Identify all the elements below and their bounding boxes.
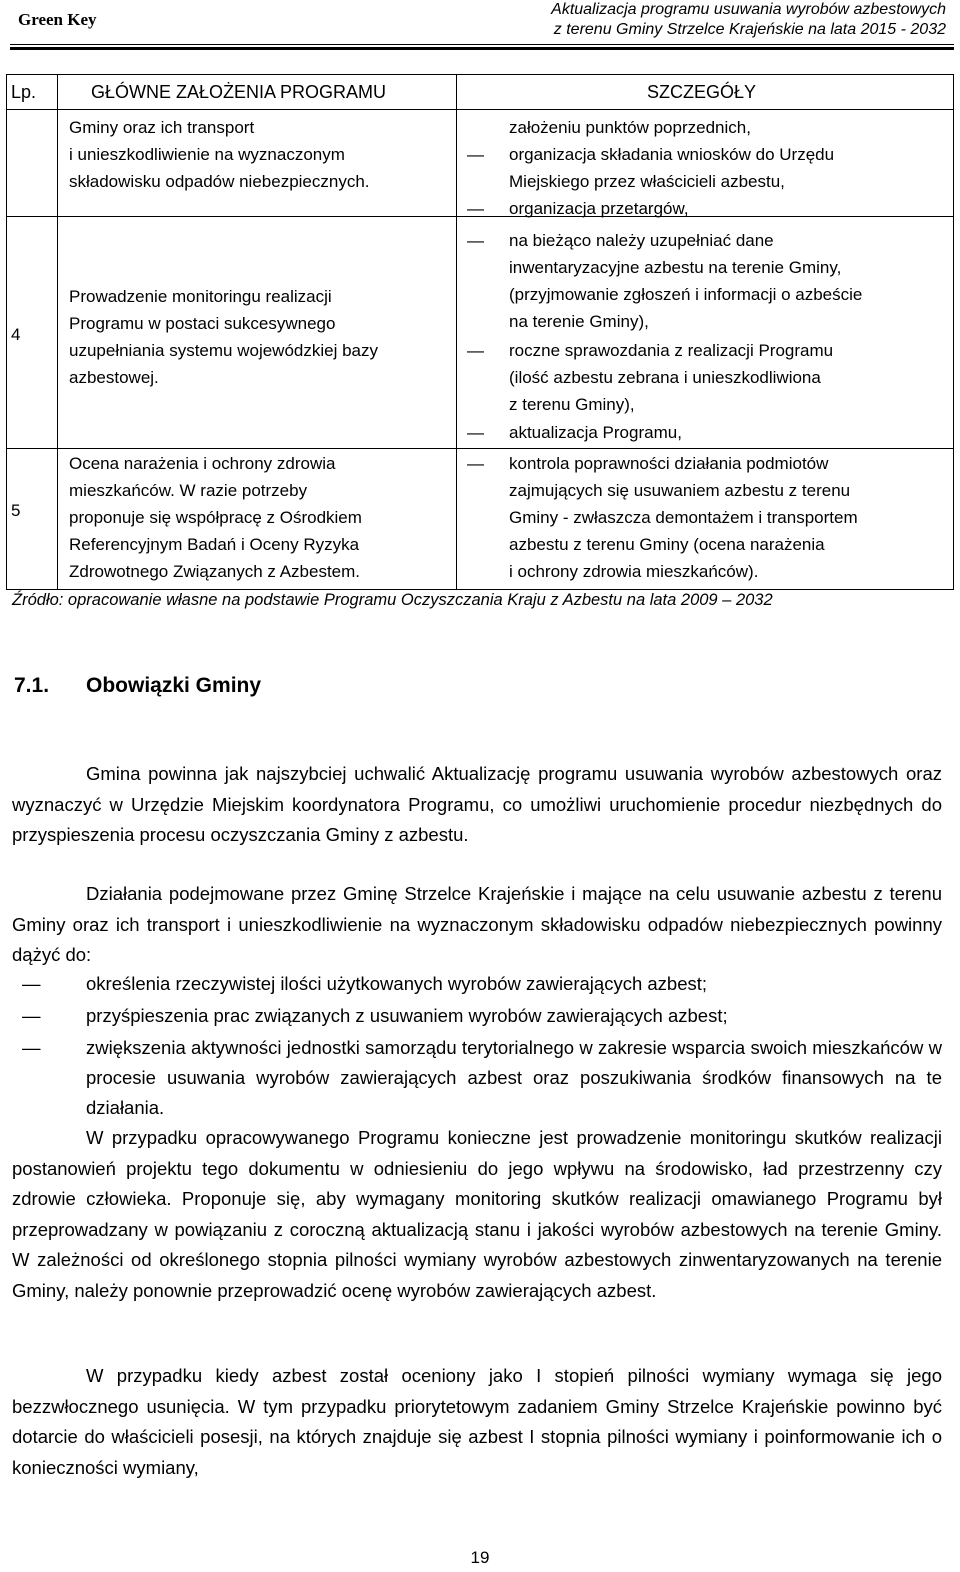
detail-bullet: — kontrola poprawności działania podmiotów zajmujących się usuwaniem azbestu z terenu Gminy - zwłaszcza demontażem i transportem azbestu z terenu Gminy (ocena narażenia i ochrony zdrowia mieszkańców). xyxy=(467,454,858,581)
table-source-note: Źródło: opracowanie własne na podstawie Programu Oczyszczania Kraju z Azbestu na lata 2009 – 2032 xyxy=(12,591,773,609)
section-number: 7.1. xyxy=(14,674,50,697)
table-header-divider xyxy=(7,109,953,110)
list-item: — przyśpieszenia prac związanych z usuwaniem wyrobów zawierających azbest; xyxy=(22,1005,728,1026)
document-title xyxy=(551,0,946,40)
table-row-divider xyxy=(7,448,953,449)
page-number: 19 xyxy=(470,1548,490,1567)
detail-bullet: — aktualizacja Programu, xyxy=(467,423,682,442)
detail-bullet: — na bieżąco należy uzupełniać dane inwentaryzacyjne azbestu na terenie Gminy, (przyjmowanie zgłoszeń i informacji o azbeście na terenie Gminy), xyxy=(467,231,863,331)
header-rule-thick xyxy=(10,47,954,50)
page-header xyxy=(0,0,960,50)
table-cell-detail-intro: założeniu punktów poprzednich, xyxy=(509,118,751,137)
body-paragraph: Działania podejmowane przez Gminę Strzelce Krajeńskie i mające na celu usuwanie azbestu z terenu Gminy oraz ich transport i unieszkodliwienie na wyznaczonym składowisku odpadów niebezpiecznych powinny dążyć do: xyxy=(12,883,942,965)
detail-bullet: — organizacja przetargów, xyxy=(467,199,689,218)
row-number: 4 xyxy=(11,325,21,344)
document-title-line1: Aktualizacja programu usuwania wyrobów azbestowych xyxy=(551,1,946,18)
table-column-divider xyxy=(456,75,457,589)
list-item: — określenia rzeczywistej ilości użytkowanych wyrobów zawierających azbest; xyxy=(22,973,708,994)
column-header-lp: Lp. xyxy=(11,82,37,102)
table-cell-main: Gminy oraz ich transport i unieszkodliwienie na wyznaczonym składowisku odpadów niebezpiecznych. xyxy=(69,118,370,191)
table-cell-main: Ocena narażenia i ochrony zdrowia mieszkańców. W razie potrzeby proponuje się współpracę z Ośrodkiem Referencyjnym Badań i Oceny Ryzyka Zdrowotnego Związanych z Azbestem. xyxy=(69,454,362,581)
row-number: 5 xyxy=(11,501,21,520)
column-header-details: SZCZEGÓŁY xyxy=(647,82,757,102)
document-title-line2: z terenu Gminy Strzelce Krajeńskie na lata 2015 - 2032 xyxy=(553,21,946,38)
detail-bullet: — organizacja składania wniosków do Urzędu Miejskiego przez właścicieli azbestu, xyxy=(467,145,835,191)
section-heading xyxy=(14,674,261,698)
list-item: — zwiększenia aktywności jednostki samorządu terytorialnego w zakresie wsparcia swoich mieszkańców w procesie usuwania wyrobów zawierających azbest oraz poszukiwania środków finansowych na te działania. xyxy=(22,1037,942,1118)
company-name: Green Key xyxy=(18,10,97,29)
header-rule xyxy=(10,44,954,45)
body-paragraph: Gmina powinna jak najszybciej uchwalić Aktualizację programu usuwania wyrobów azbestowych oraz wyznaczyć w Urzędzie Miejskim koordynatora Programu, co umożliwi uruchomienie procedur niezbędnych do przyspieszenia procesu oczyszczania Gminy z azbestu. xyxy=(12,763,942,845)
section-title: Obowiązki Gminy xyxy=(86,674,262,697)
body-paragraph: W przypadku kiedy azbest został oceniony jako I stopień pilności wymiany wymaga się jego bezzwłocznego usunięcia. W tym przypadku priorytetowym zadaniem Gminy Strzelce Krajeńskie powinno być dotarcie do właścicieli posesji, na których znajduje się azbest I stopnia pilności wymiany i poinformowanie ich o konieczności wymiany, xyxy=(12,1365,942,1478)
body-paragraph: W przypadku opracowywanego Programu konieczne jest prowadzenie monitoringu skutków realizacji postanowień projektu tego dokumentu w odniesieniu do jego wpływu na środowisko, ład przestrzenny czy zdrowie człowieka. Proponuje się, aby wymagany monitoring skutków realizacji omawianego Programu był przeprowadzany w powiązaniu z coroczną aktualizacją stanu i jakości wyrobów azbestowych na terenie Gminy. W zależności od określonego stopnia pilności wymiany wyrobów azbestowych zinwentaryzowanych na terenie Gminy, należy ponownie przeprowadzić ocenę wyrobów zawierających azbest. xyxy=(12,1127,942,1301)
program-assumptions-table xyxy=(6,74,954,590)
table-column-divider xyxy=(57,75,58,589)
table-cell-main: Prowadzenie monitoringu realizacji Programu w postaci sukcesywnego uzupełniania systemu wojewódzkiej bazy azbestowej. xyxy=(69,287,378,387)
column-header-main: GŁÓWNE ZAŁOŻENIA PROGRAMU xyxy=(91,82,387,102)
detail-bullet: — roczne sprawozdania z realizacji Programu (ilość azbestu zebrana i unieszkodliwiona z terenu Gminy), xyxy=(467,341,834,414)
